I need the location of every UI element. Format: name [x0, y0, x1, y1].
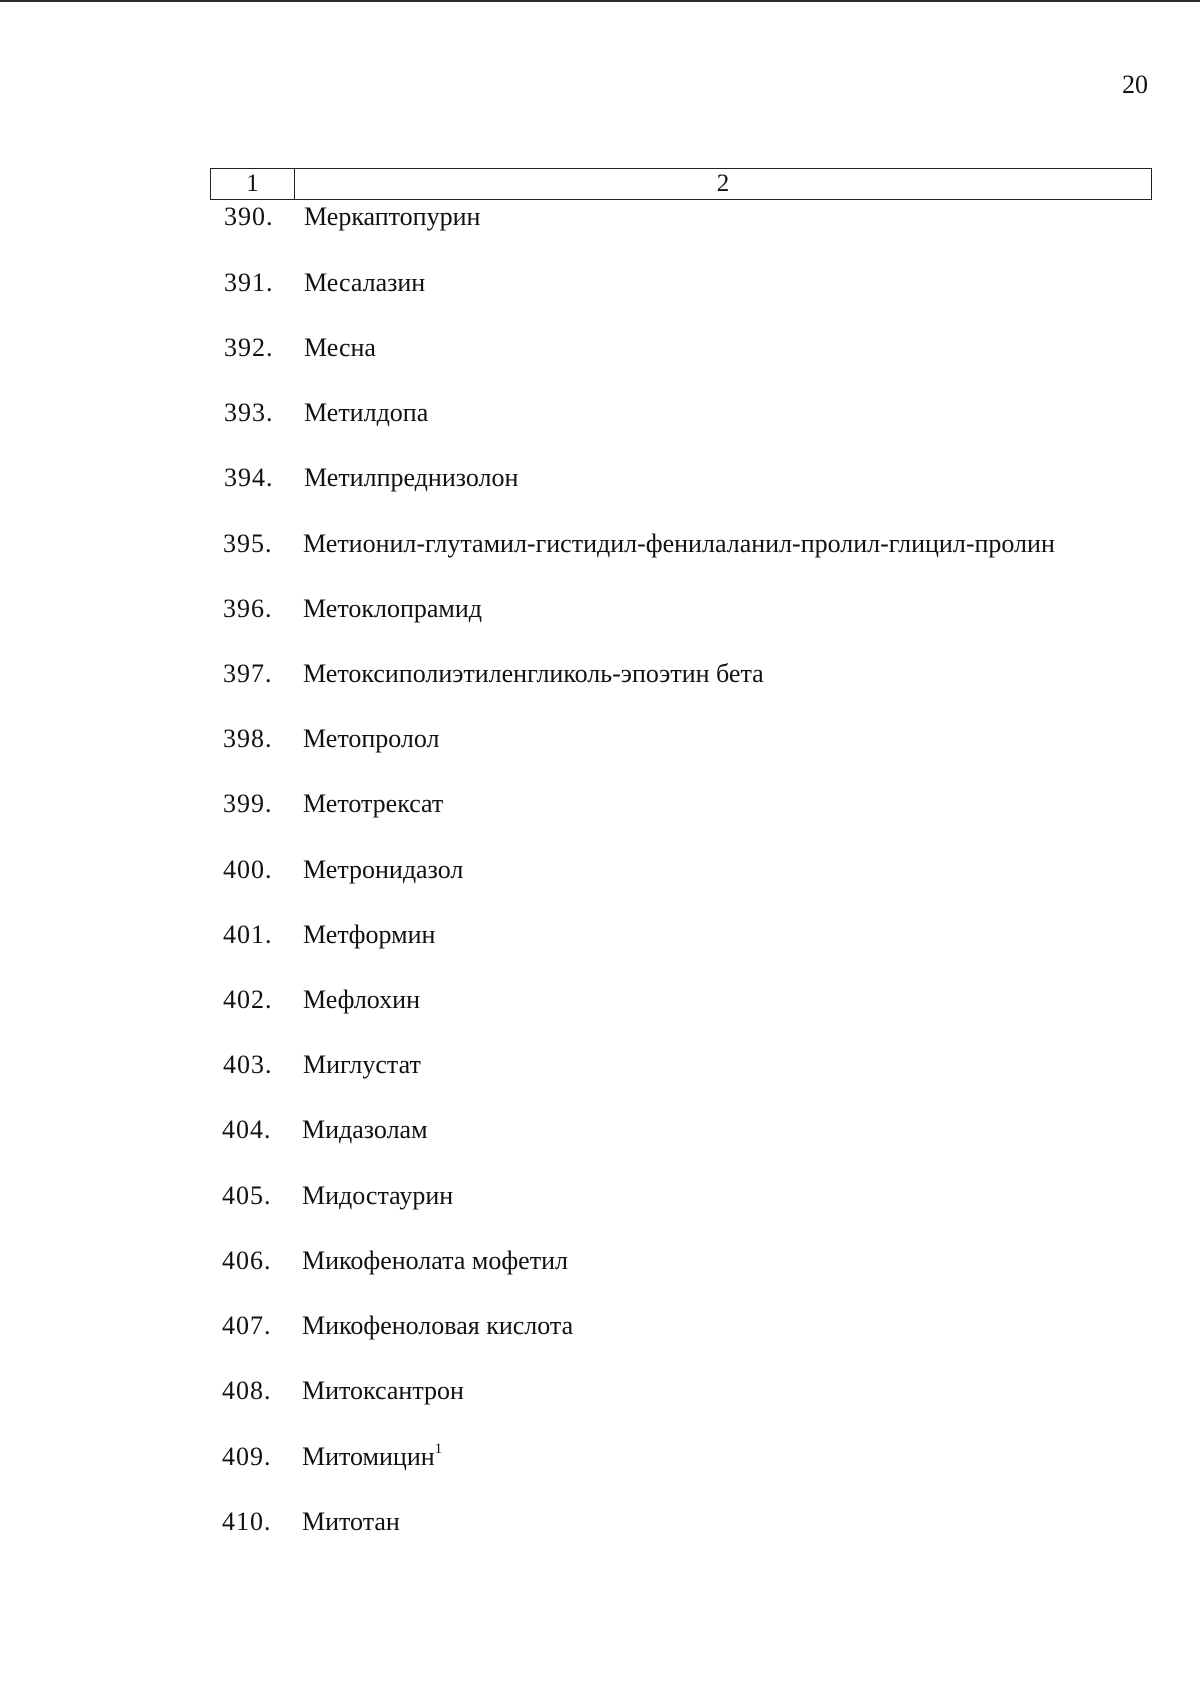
item-name: Метилпреднизолон [304, 463, 519, 492]
item-number: 390. [224, 202, 274, 231]
item-name: Митотан [302, 1507, 400, 1536]
item-number: 410. [222, 1507, 272, 1536]
item-name: Мидостаурин [302, 1181, 454, 1210]
item-name-text: Митомицин [302, 1442, 435, 1471]
item-number: 398. [223, 724, 273, 753]
item-number: 408. [222, 1376, 272, 1405]
table-header-col-2: 2 [716, 170, 730, 197]
item-name: Метформин [303, 920, 436, 949]
item-name: Месна [304, 333, 376, 362]
item-name: Метоксиполиэтиленгликоль-эпоэтин бета [303, 659, 764, 688]
item-number: 405. [222, 1181, 272, 1210]
item-number: 401. [223, 920, 273, 949]
item-name: Мефлохин [303, 985, 420, 1014]
item-number: 403. [223, 1050, 273, 1079]
item-number: 393. [224, 398, 274, 427]
item-number: 394. [224, 463, 274, 492]
item-number: 406. [222, 1246, 272, 1275]
item-number: 404. [222, 1115, 272, 1144]
table-header-col-1: 1 [211, 169, 295, 199]
item-name: Метронидазол [303, 855, 464, 884]
item-number: 407. [222, 1311, 272, 1340]
item-number: 395. [223, 529, 273, 558]
item-name: Митоксантрон [302, 1376, 464, 1405]
item-name: Метилдопа [304, 398, 429, 427]
item-name: Метионил-глутамил-гистидил-фенилаланил-пролил-глицил-пролин [303, 529, 1055, 558]
item-number: 397. [223, 659, 273, 688]
item-name: Месалазин [304, 268, 426, 297]
item-name [302, 1440, 442, 1474]
item-number: 399. [223, 789, 273, 818]
item-number: 396. [223, 594, 273, 623]
item-name: Метопролол [303, 724, 440, 753]
item-name: Метоклопрамид [303, 594, 482, 623]
item-name: Меркаптопурин [304, 202, 481, 231]
item-name: Миглустат [303, 1050, 421, 1079]
page-number: 20 [1122, 70, 1148, 99]
item-name: Метотрексат [303, 789, 444, 818]
item-number: 391. [224, 268, 274, 297]
item-name: Микофенолата мофетил [302, 1246, 568, 1275]
item-name: Мидазолам [302, 1115, 428, 1144]
item-name: Микофеноловая кислота [302, 1311, 574, 1340]
item-number: 402. [223, 985, 273, 1014]
item-number: 409. [222, 1442, 272, 1471]
item-number: 392. [224, 333, 274, 362]
item-number: 400. [223, 855, 273, 884]
footnote-marker: 1 [434, 1441, 443, 1457]
